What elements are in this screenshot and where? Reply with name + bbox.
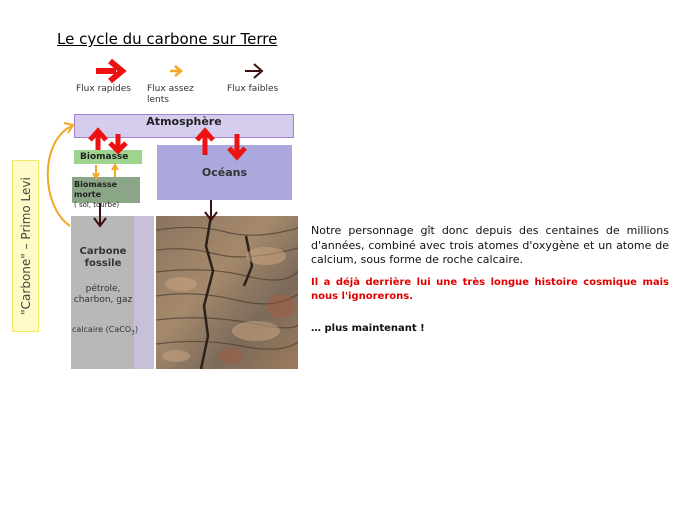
oceans-box: Océans [157,145,292,200]
fast-arrow-icon [197,131,245,157]
calcaire-close: ) [134,325,139,334]
biomasse-box: Biomasse [74,150,142,164]
diagram-title: Le cycle du carbone sur Terre [57,30,278,48]
carbone-fossile-list: pétrole, charbon, gaz [73,284,133,305]
biomasse-morte-label: Biomasse morte [74,180,118,199]
legend-slow-label: Flux faibles [227,84,279,94]
legend-medium-label: Flux assez lents [147,84,194,105]
legend-fast-label: Flux rapides [76,84,131,94]
slow-arrow-icon [94,200,217,226]
medium-arrow-icon [48,123,73,226]
calcaire-subscript: 3 [131,329,135,337]
carbone-fossile-title: Carbone fossile [79,246,127,269]
story-closing: … plus maintenant ! [311,323,425,334]
side-label-text: "Carbone" – Primo Levi [18,177,33,315]
atmosphere-box: Atmosphère [74,114,294,138]
story-paragraph: Notre personnage gît donc depuis des centaines de millions d'années, combiné avec trois atomes d'oxygène et un atome de calcium, sous forme de roche calcaire. [311,224,669,266]
medium-arrow-icon [93,165,118,178]
calcaire-text: calcaire (CaCO [72,325,132,334]
story-highlight: Il a déjà derrière lui une très longue histoire cosmique mais nous l'ignorerons. [311,277,669,302]
biomasse-morte-sub: ( sol, tourbe) [74,201,120,209]
fast-arrow-icon [90,131,126,151]
